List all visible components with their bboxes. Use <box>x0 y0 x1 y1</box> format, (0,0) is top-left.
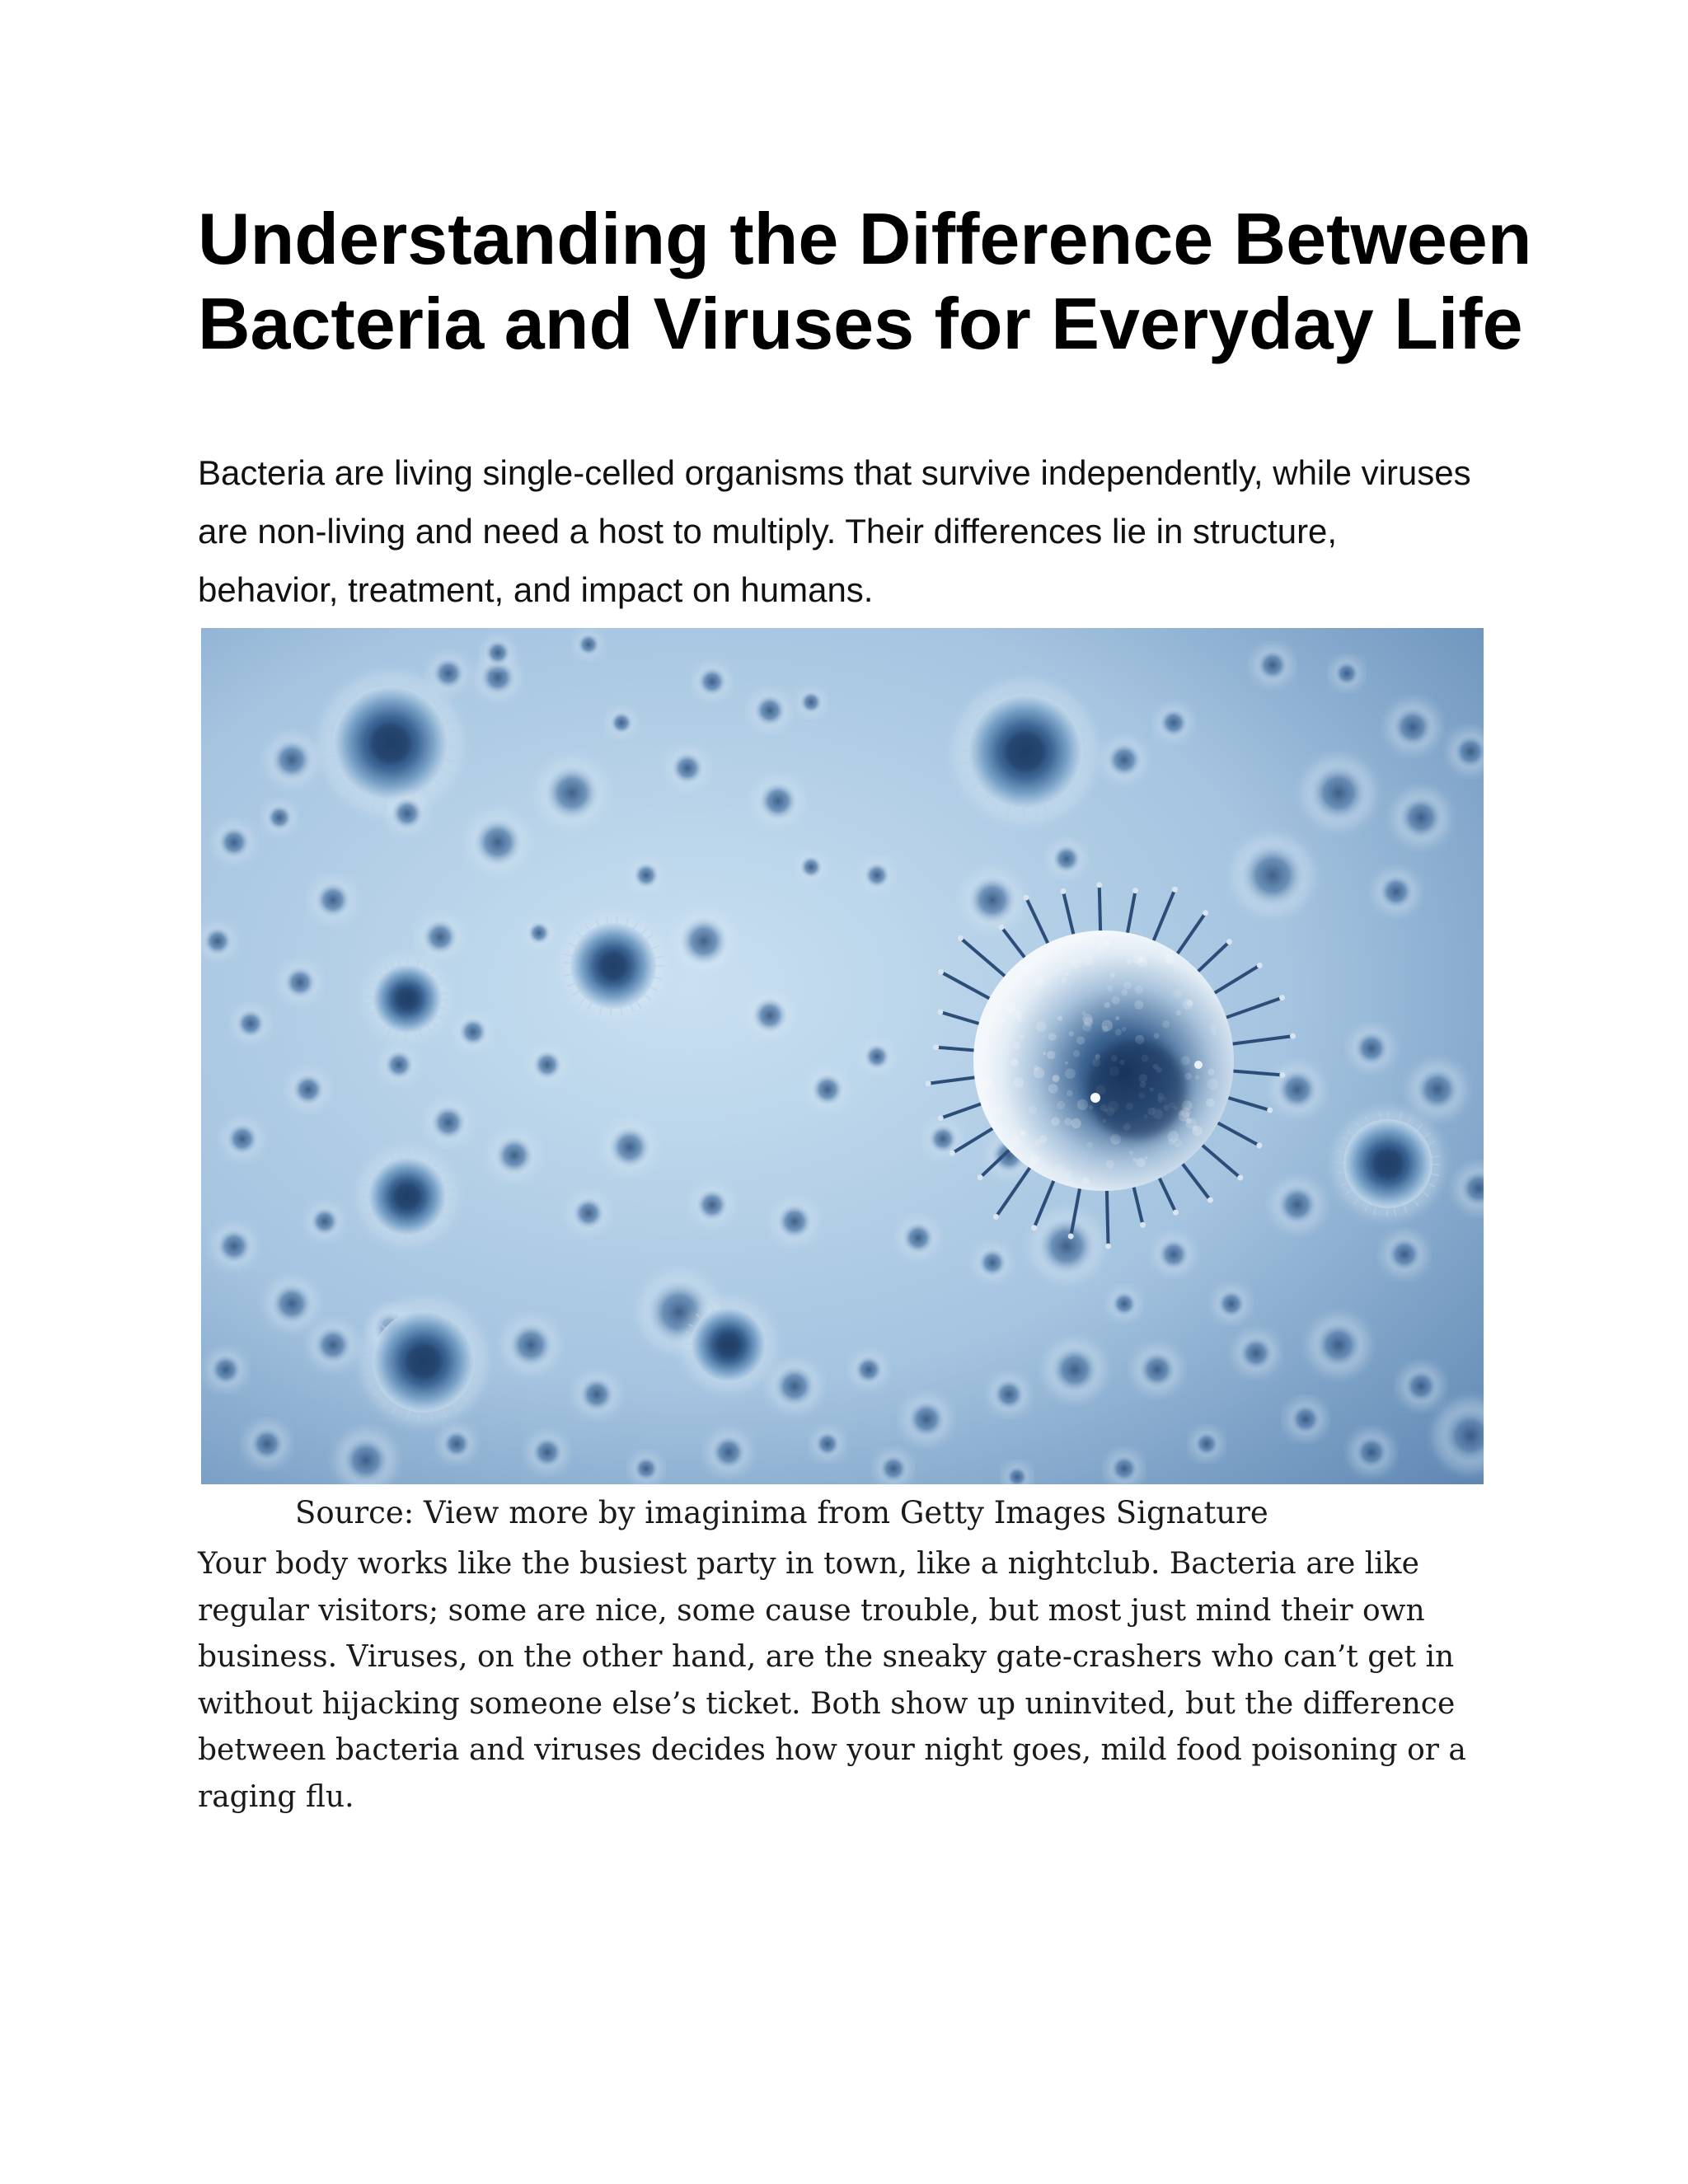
virus-illustration <box>201 628 1484 1484</box>
article-title: Understanding the Difference Between Bacteria and Viruses for Everyday Life <box>198 198 1532 364</box>
image-caption: Source: View more by imaginima from Getty Images Signature <box>295 1495 1268 1530</box>
article-body: Your body works like the busiest party in town, like a nightclub. Bacteria are like regular visitors; some are nice, some cause trouble, but most just mind their own business. Viruses, on the other hand, are the sneaky gate-crashers who can’t get in without hijacking someone else’s ticket. Both show up uninvited, but the difference between bacteria and viruses decides how your night goes, mild food poisoning or a raging flu. <box>198 1547 1466 1814</box>
article-subtitle: Bacteria are living single-celled organisms that survive independently, while viruses are non-living and need a host to multiply. Their differences lie in structure, behavior, treatment, and impact on humans. <box>198 453 1471 609</box>
hero-image <box>201 628 1484 1484</box>
